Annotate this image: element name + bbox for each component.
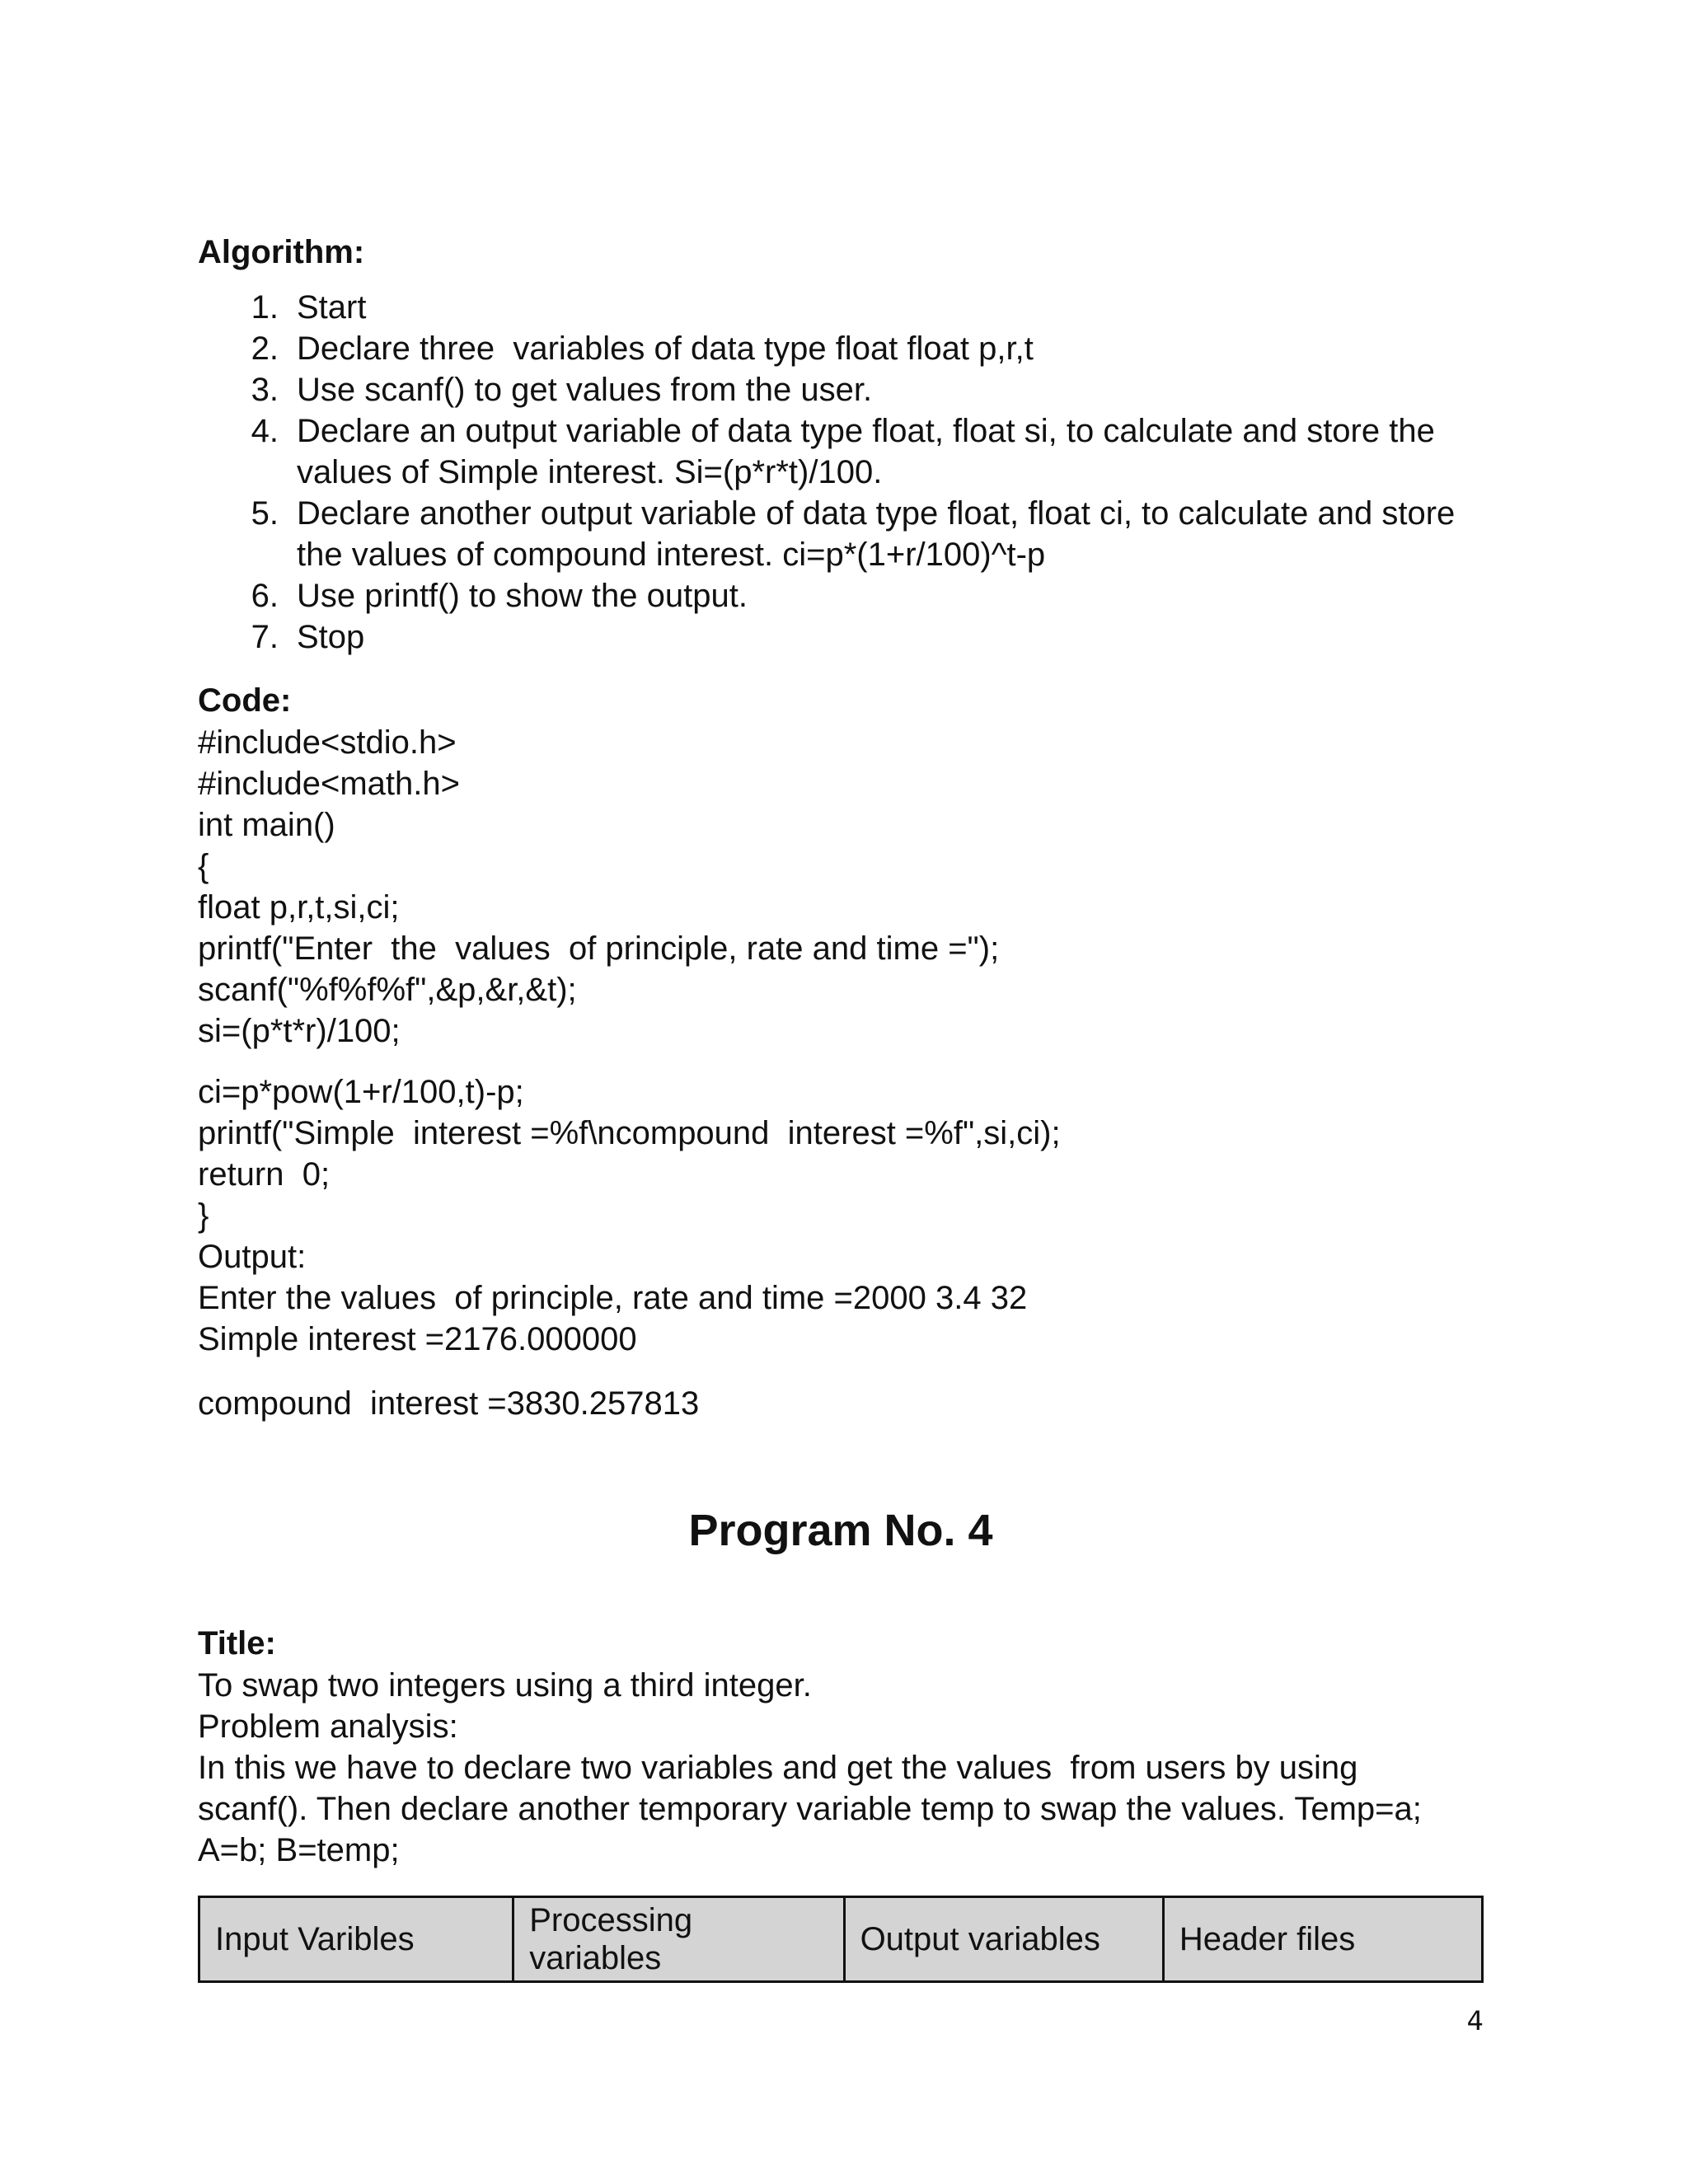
analysis-label: Problem analysis: (198, 1708, 458, 1745)
title-text: To swap two integers using a third integer. (198, 1667, 812, 1704)
algorithm-heading: Algorithm: (198, 234, 365, 270)
step-text: Declare three variables of data type float float p,r,t (297, 330, 1034, 367)
algorithm-step (198, 369, 1484, 410)
output-line: Simple interest =2176.000000 (198, 1321, 637, 1357)
step-text: Stop (297, 619, 365, 655)
step-text: Declare another output variable of data type float, float ci, to calculate and store the values of compound interest. ci=p*(1+r/100)^t-p (297, 495, 1465, 573)
code-line: { (198, 848, 209, 884)
step-text: Use scanf() to get values from the user. (297, 372, 873, 408)
step-number: 4. (251, 413, 279, 449)
step-number: 2. (251, 330, 279, 367)
algorithm-step (198, 287, 1484, 328)
output-line: Enter the values of principle, rate and time =2000 3.4 32 (198, 1280, 1028, 1316)
code-heading: Code: (198, 682, 292, 719)
code-line: si=(p*t*r)/100; (198, 1013, 401, 1049)
output-line: compound interest =3830.257813 (198, 1385, 700, 1422)
step-number: 6. (251, 578, 279, 614)
step-number: 7. (251, 619, 279, 655)
analysis-line: scanf(). Then declare another temporary variable temp to swap the values. Temp=a; (198, 1791, 1422, 1827)
table-header-cell: Processing variables (513, 1897, 844, 1982)
algorithm-steps (198, 287, 1484, 658)
table-header-row (199, 1897, 1483, 1982)
code-line: printf("Simple interest =%f\ncompound interest =%f",si,ci); (198, 1115, 1061, 1151)
algorithm-step (198, 616, 1484, 658)
code-line: float p,r,t,si,ci; (198, 889, 400, 926)
table-header-cell: Header files (1163, 1897, 1482, 1982)
page-content (198, 231, 1484, 1983)
algorithm-step (198, 328, 1484, 369)
page-number: 4 (1466, 2005, 1484, 2036)
title-heading: Title: (198, 1625, 276, 1661)
step-text: Start (297, 289, 367, 326)
code-line: return 0; (198, 1156, 331, 1193)
step-text: Use printf() to show the output. (297, 578, 748, 614)
code-line: #include<math.h> (198, 766, 461, 802)
analysis-line: A=b; B=temp; (198, 1832, 400, 1868)
code-block (198, 722, 1484, 1236)
program-title: Program No. 4 (688, 1506, 993, 1555)
code-line: printf("Enter the values of principle, rate and time ="); (198, 930, 1000, 967)
step-text: Declare an output variable of data type float, float si, to calculate and store the values of Simple interest. Si=(p*r*t)/100. (297, 413, 1444, 490)
algorithm-step (198, 575, 1484, 616)
code-line: ci=p*pow(1+r/100,t)-p; (198, 1074, 524, 1110)
output-label: Output: (198, 1239, 307, 1275)
code-line: #include<stdio.h> (198, 724, 457, 761)
code-line: int main() (198, 807, 335, 843)
table-header-cell: Input Varibles (199, 1897, 513, 1982)
variables-table (198, 1896, 1484, 1983)
step-number: 3. (251, 372, 279, 408)
code-line: } (198, 1197, 209, 1234)
table-header-cell: Output variables (844, 1897, 1163, 1982)
algorithm-step (198, 493, 1484, 575)
step-number: 1. (251, 289, 279, 326)
algorithm-step (198, 410, 1484, 493)
code-line: scanf("%f%f%f",&p,&r,&t); (198, 972, 577, 1008)
analysis-line: In this we have to declare two variables and get the values from users by using (198, 1750, 1358, 1786)
step-number: 5. (251, 495, 279, 532)
